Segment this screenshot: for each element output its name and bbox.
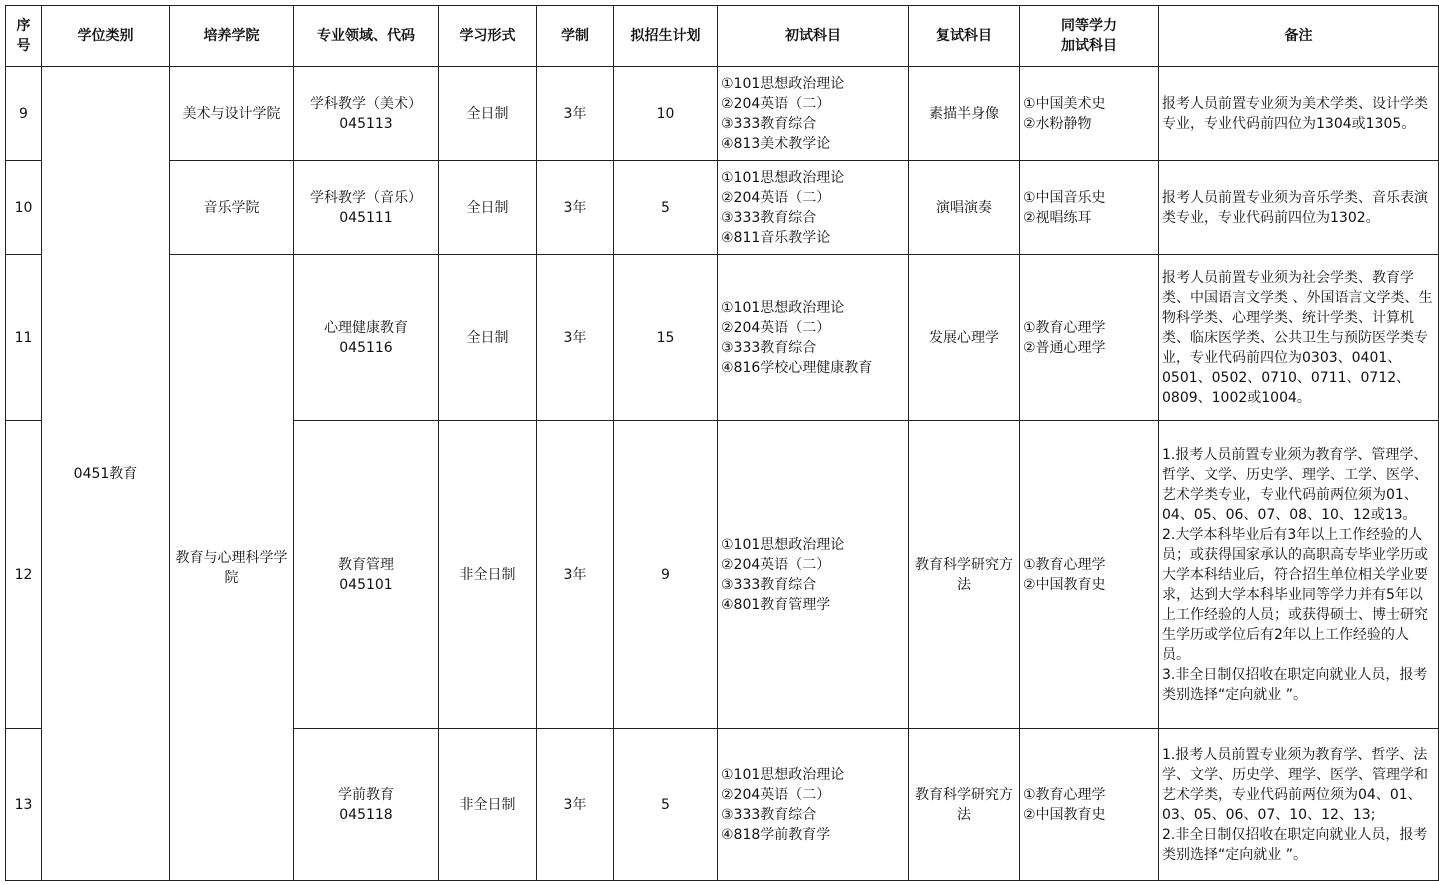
- extra-item: ②中国教育史: [1023, 576, 1106, 593]
- exam1-item: ④813美术教学论: [721, 135, 831, 152]
- cell-seq: 10: [6, 161, 42, 255]
- cell-exam1: [718, 729, 909, 881]
- header-exam1: 初试科目: [718, 6, 909, 67]
- cell-duration: 3年: [537, 255, 614, 421]
- cell-exam1: [718, 161, 909, 255]
- exam1-item: ②204英语（二）: [721, 319, 831, 336]
- cell-remark: 1.报考人员前置专业须为教育学、哲学、法学、文学、历史学、理学、医学、管理学和艺术学类，专业代码前两位须为04、01、03、05、06、07、10、12、13; 2.非全日制仅招收在职定向就业人员，报考类别选择“定向就业 ”。: [1159, 729, 1439, 881]
- extra-item: ①教育心理学: [1023, 786, 1106, 803]
- cell-duration: 3年: [537, 729, 614, 881]
- header-remark: 备注: [1159, 6, 1439, 67]
- extra-item: ①中国音乐史: [1023, 189, 1106, 206]
- cell-plan: 5: [614, 729, 718, 881]
- cell-seq: 12: [6, 421, 42, 729]
- cell-exam2: 教育科学研究方法: [909, 729, 1020, 881]
- header-mode: 学习形式: [439, 6, 537, 67]
- extra-item: ①中国美术史: [1023, 95, 1106, 112]
- admissions-table: [5, 5, 1439, 881]
- cell-exam2: 素描半身像: [909, 67, 1020, 161]
- header-extra: 同等学力 加试科目: [1020, 6, 1159, 67]
- header-row: [6, 6, 1439, 67]
- cell-field: 学科教学（音乐） 045111: [294, 161, 439, 255]
- cell-exam1: [718, 67, 909, 161]
- header-duration: 学制: [537, 6, 614, 67]
- cell-college: 音乐学院: [170, 161, 294, 255]
- cell-college: 美术与设计学院: [170, 67, 294, 161]
- extra-item: ②水粉静物: [1023, 115, 1092, 132]
- cell-remark: 报考人员前置专业须为社会学类、教育学类、中国语言文学类 、外国语言文学类、生物科学类、心理学类、统计学类、计算机类、临床医学类、公共卫生与预防医学类专业，专业代码前四位为0303、0401、0501、0502、0710、0711、0712、0809、1002或1004。: [1159, 255, 1439, 421]
- header-exam2: 复试科目: [909, 6, 1020, 67]
- header-college: 培养学院: [170, 6, 294, 67]
- exam1-item: ③333教育综合: [721, 576, 817, 593]
- exam1-item: ②204英语（二）: [721, 556, 831, 573]
- cell-duration: 3年: [537, 161, 614, 255]
- extra-item: ②普通心理学: [1023, 339, 1106, 356]
- exam1-item: ③333教育综合: [721, 115, 817, 132]
- cell-extra: [1020, 729, 1159, 881]
- cell-exam1: [718, 421, 909, 729]
- cell-seq: 9: [6, 67, 42, 161]
- header-field: 专业领域、代码: [294, 6, 439, 67]
- exam1-item: ①101思想政治理论: [721, 75, 845, 92]
- exam1-item: ①101思想政治理论: [721, 536, 845, 553]
- cell-mode: 非全日制: [439, 729, 537, 881]
- cell-mode: 全日制: [439, 67, 537, 161]
- cell-degree: 0451教育: [42, 67, 170, 881]
- cell-mode: 全日制: [439, 161, 537, 255]
- extra-item: ②视唱练耳: [1023, 209, 1092, 226]
- exam1-item: ①101思想政治理论: [721, 299, 845, 316]
- exam1-item: ②204英语（二）: [721, 189, 831, 206]
- header-degree: 学位类别: [42, 6, 170, 67]
- extra-item: ②中国教育史: [1023, 806, 1106, 823]
- cell-exam2: 发展心理学: [909, 255, 1020, 421]
- exam1-item: ①101思想政治理论: [721, 766, 845, 783]
- cell-plan: 9: [614, 421, 718, 729]
- exam1-item: ④816学校心理健康教育: [721, 359, 873, 376]
- header-seq: 序 号: [6, 6, 42, 67]
- exam1-item: ④818学前教育学: [721, 826, 831, 843]
- cell-extra: [1020, 421, 1159, 729]
- exam1-item: ③333教育综合: [721, 806, 817, 823]
- cell-mode: 非全日制: [439, 421, 537, 729]
- cell-extra: [1020, 255, 1159, 421]
- table-row: [6, 67, 1439, 161]
- cell-field: 心理健康教育 045116: [294, 255, 439, 421]
- cell-remark: 1.报考人员前置专业须为教育学、管理学、哲学、文学、历史学、理学、工学、医学、艺术学类专业，专业代码前两位须为01、04、05、06、07、08、10、12或13。 2.大学本科毕业后有3年以上工作经验的人员；或获得国家承认的高职高专毕业学历或大学本科结业后，符合招生单位相关学业要求，达到大学本科毕业同等学力并有5年以上工作经验的人员；或获得硕士、博士研究生学历或学位后有2年以上工作经验的人员。 3.非全日制仅招收在职定向就业人员，报考类别选择“定向就业 ”。: [1159, 421, 1439, 729]
- exam1-item: ①101思想政治理论: [721, 169, 845, 186]
- cell-mode: 全日制: [439, 255, 537, 421]
- cell-exam2: 教育科学研究方法: [909, 421, 1020, 729]
- cell-seq: 11: [6, 255, 42, 421]
- exam1-item: ②204英语（二）: [721, 786, 831, 803]
- exam1-item: ④811音乐教学论: [721, 229, 831, 246]
- extra-item: ①教育心理学: [1023, 319, 1106, 336]
- cell-college: 教育与心理科学学院: [170, 255, 294, 881]
- cell-duration: 3年: [537, 67, 614, 161]
- cell-plan: 5: [614, 161, 718, 255]
- cell-exam1: [718, 255, 909, 421]
- header-plan: 拟招生计划: [614, 6, 718, 67]
- cell-exam2: 演唱演奏: [909, 161, 1020, 255]
- cell-plan: 10: [614, 67, 718, 161]
- cell-field: 教育管理 045101: [294, 421, 439, 729]
- cell-extra: [1020, 67, 1159, 161]
- cell-seq: 13: [6, 729, 42, 881]
- cell-remark: 报考人员前置专业须为美术学类、设计学类专业，专业代码前四位为1304或1305。: [1159, 67, 1439, 161]
- cell-duration: 3年: [537, 421, 614, 729]
- exam1-item: ③333教育综合: [721, 339, 817, 356]
- exam1-item: ③333教育综合: [721, 209, 817, 226]
- table-row: [6, 255, 1439, 421]
- cell-field: 学前教育 045118: [294, 729, 439, 881]
- extra-item: ①教育心理学: [1023, 556, 1106, 573]
- cell-remark: 报考人员前置专业须为音乐学类、音乐表演类专业，专业代码前四位为1302。: [1159, 161, 1439, 255]
- exam1-item: ②204英语（二）: [721, 95, 831, 112]
- exam1-item: ④801教育管理学: [721, 596, 831, 613]
- cell-field: 学科教学（美术） 045113: [294, 67, 439, 161]
- cell-extra: [1020, 161, 1159, 255]
- table-row: [6, 161, 1439, 255]
- cell-plan: 15: [614, 255, 718, 421]
